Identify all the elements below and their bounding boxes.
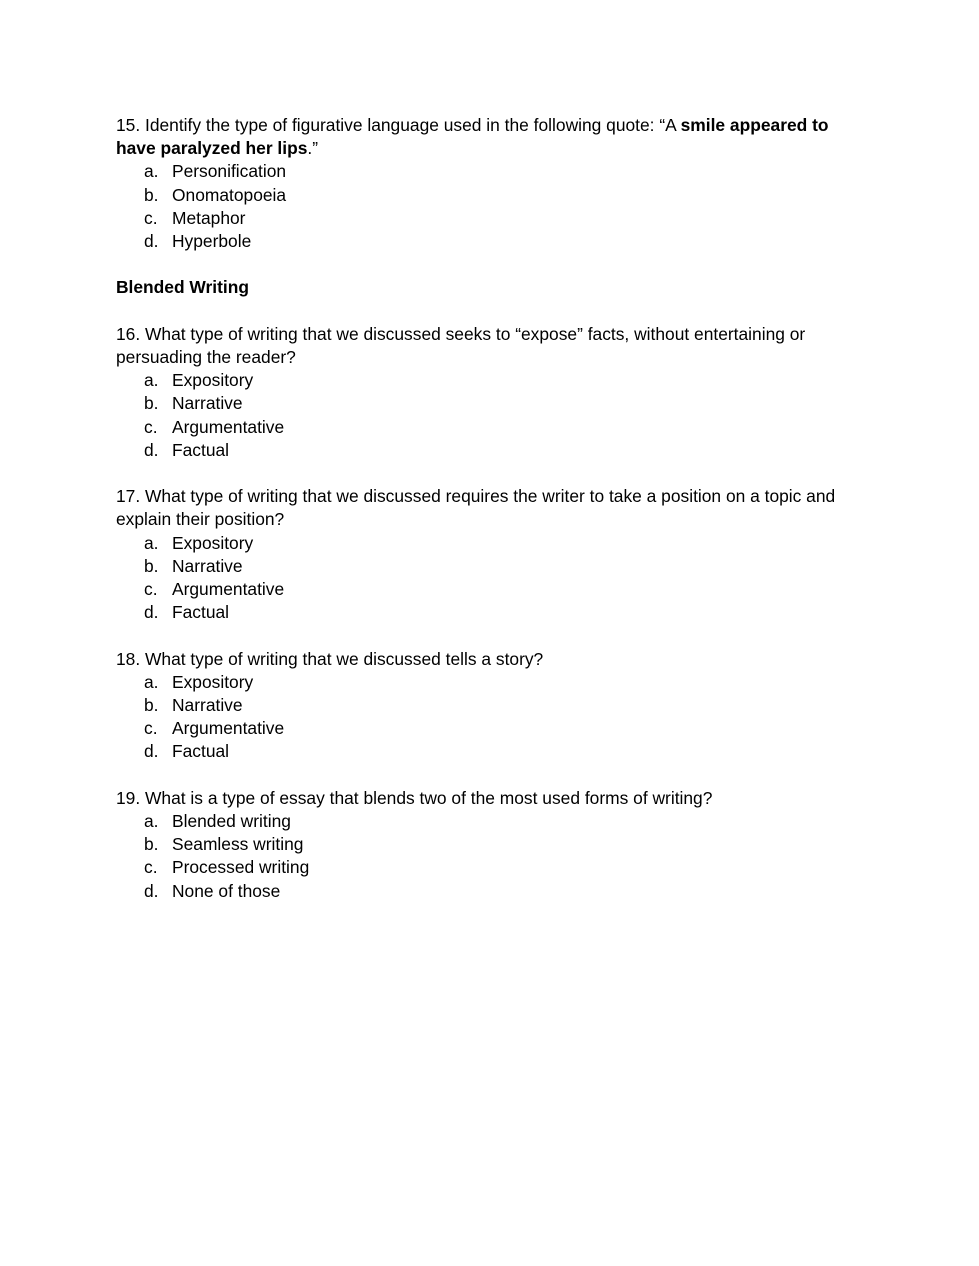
option-letter: a. [144, 671, 159, 692]
option-text: Personification [172, 161, 287, 182]
option-15-b [116, 184, 856, 207]
option-17-d [116, 601, 856, 624]
option-text: Onomatopoeia [172, 184, 287, 205]
option-18-b [116, 694, 856, 717]
question-19: 19. What is a type of essay that blends two of the most used forms of writing? [116, 787, 713, 808]
question-17: 17. What type of writing that we discussed requires the writer to take a position on a topic and explain their position? [116, 486, 836, 530]
option-letter: c. [144, 207, 158, 228]
spacer [116, 624, 856, 647]
option-letter: d. [144, 439, 159, 460]
option-16-d [116, 439, 856, 462]
option-text: Factual [172, 602, 230, 623]
option-letter: c. [144, 718, 158, 739]
option-text: Metaphor [172, 207, 246, 228]
option-text: Expository [172, 370, 254, 391]
option-16-a [116, 369, 856, 392]
question-15-suffix: .” [307, 138, 319, 159]
option-letter: d. [144, 602, 159, 623]
question-18: 18. What type of writing that we discussed tells a story? [116, 648, 544, 669]
option-text: Factual [172, 439, 230, 460]
option-text: Narrative [172, 393, 243, 414]
option-letter: a. [144, 161, 159, 182]
question-18-options [116, 671, 856, 764]
section-heading: Blended Writing [116, 277, 250, 298]
document-page [116, 114, 856, 903]
option-19-a [116, 810, 856, 833]
option-letter: b. [144, 834, 159, 855]
option-19-d [116, 880, 856, 903]
question-15-prefix: 15. Identify the type of figurative language used in the following quote: “A [116, 115, 681, 135]
option-17-a [116, 532, 856, 555]
option-letter: c. [144, 857, 158, 878]
option-text: Argumentative [172, 416, 285, 437]
option-letter: b. [144, 393, 159, 414]
option-text: Expository [172, 532, 254, 553]
option-18-d [116, 740, 856, 763]
option-text: Narrative [172, 555, 243, 576]
option-text: Hyperbole [172, 231, 252, 252]
option-17-b [116, 555, 856, 578]
option-17-c [116, 578, 856, 601]
option-text: Processed writing [172, 857, 310, 878]
question-19-options [116, 810, 856, 903]
option-18-a [116, 671, 856, 694]
option-15-c [116, 207, 856, 230]
question-15-quote-bold: smile appeared to have paralyzed her lips [116, 115, 829, 159]
option-19-c [116, 856, 856, 879]
option-letter: a. [144, 532, 159, 553]
option-text: Seamless writing [172, 834, 304, 855]
option-letter: d. [144, 880, 159, 901]
option-text: Argumentative [172, 718, 285, 739]
option-15-d [116, 230, 856, 253]
option-18-c [116, 717, 856, 740]
option-letter: b. [144, 555, 159, 576]
option-19-b [116, 833, 856, 856]
option-text: Narrative [172, 695, 243, 716]
question-15-options [116, 160, 856, 253]
option-text: None of those [172, 880, 281, 901]
spacer [116, 300, 856, 323]
question-16: 16. What type of writing that we discussed seeks to “expose” facts, without entertaining or persuading the reader? [116, 323, 806, 367]
option-letter: a. [144, 370, 159, 391]
question-15 [116, 114, 856, 160]
option-letter: d. [144, 741, 159, 762]
option-16-b [116, 392, 856, 415]
option-letter: b. [144, 695, 159, 716]
option-letter: a. [144, 811, 159, 832]
option-letter: c. [144, 579, 158, 600]
option-15-a [116, 160, 856, 183]
option-text: Blended writing [172, 811, 291, 832]
spacer [116, 462, 856, 485]
question-16-options [116, 369, 856, 462]
spacer [116, 253, 856, 276]
option-16-c [116, 416, 856, 439]
spacer [116, 764, 856, 787]
option-letter: b. [144, 184, 159, 205]
option-text: Expository [172, 671, 254, 692]
option-text: Argumentative [172, 579, 285, 600]
option-letter: d. [144, 231, 159, 252]
option-letter: c. [144, 416, 158, 437]
option-text: Factual [172, 741, 230, 762]
question-17-options [116, 532, 856, 625]
